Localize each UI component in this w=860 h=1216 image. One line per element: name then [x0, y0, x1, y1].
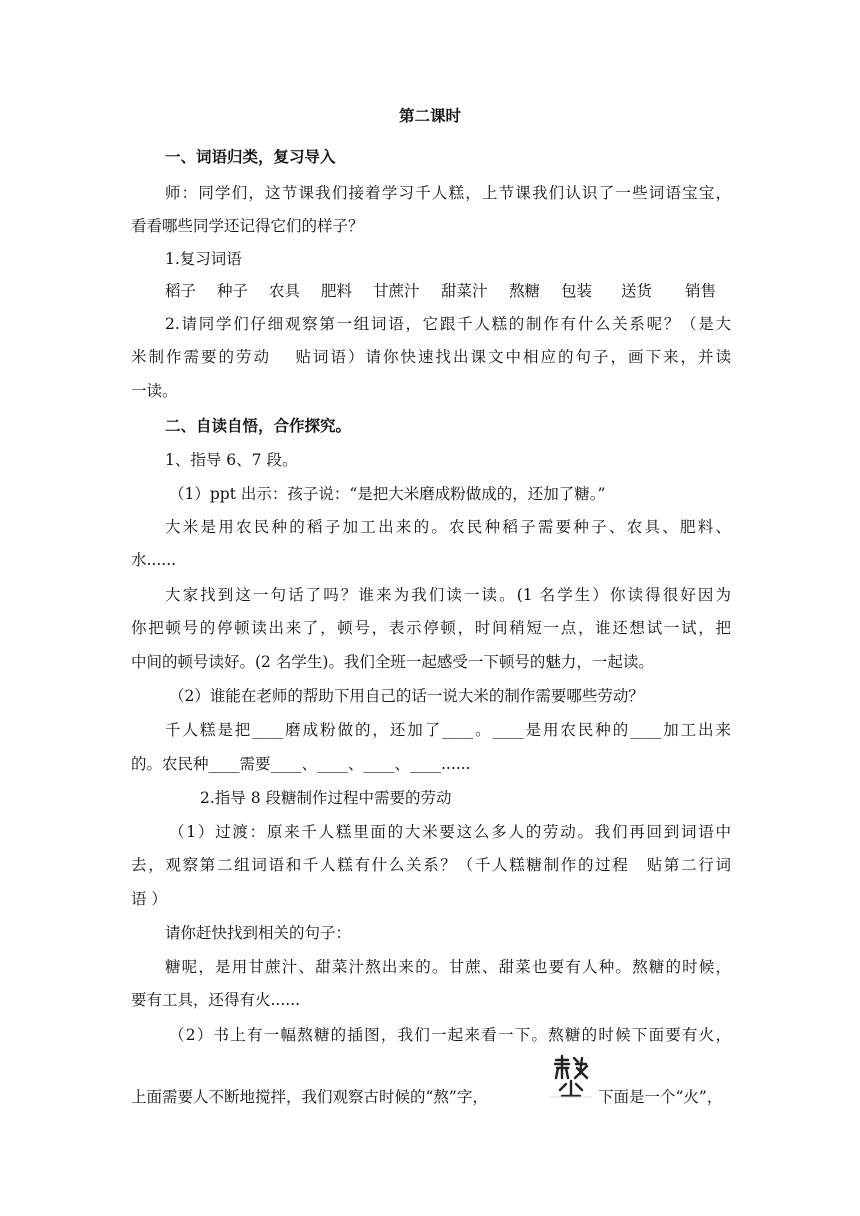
section1-heading: 一、词语归类，复习导入 [165, 148, 336, 166]
rice-line-2: 水...... [131, 551, 177, 569]
transition-line-2: 去，观察第二组词语和千人糕有什么关系？（千人糕糖制作的过程 贴第二行词 [131, 856, 731, 874]
review-word: 包装 [561, 282, 593, 300]
guide2-label: 2.指导 8 段糖制作过程中需要的劳动 [200, 789, 452, 807]
review-word: 稻子 [165, 282, 197, 300]
intro-line-1: 师：同学们，这节课我们接着学习千人糕，上节课我们认识了一些词语宝宝， [165, 184, 731, 202]
step1-label: 1.复习词语 [165, 250, 242, 268]
step2-line-3: 一读。 [131, 382, 178, 400]
review-word: 销售 [685, 282, 717, 300]
transition-line-1: （1）过渡：原来千人糕里面的大米要这么多人的劳动。我们再回到词语中 [169, 823, 731, 841]
ancient-ao-character-image [548, 1052, 594, 1098]
picture-line-1: （2）书上有一幅熬糖的插图，我们一起来看一下。熬糖的时候下面要有火， [169, 1026, 731, 1044]
review-word: 甜菜汁 [441, 282, 488, 300]
step2-line-2: 米制作需要的劳动 贴词语）请你快速找出课文中相应的句子，画下来，并读 [131, 348, 731, 366]
ppt-line: （1）ppt 出示：孩子说：“是把大米磨成粉做成的，还加了糖。” [169, 485, 606, 503]
review-word: 种子 [217, 282, 249, 300]
step2-line-1: 2.请同学们仔细观察第一组词语，它跟千人糕的制作有什么关系呢？（是大 [165, 315, 731, 333]
sugar-line-1: 糖呢，是用甘蔗汁、甜菜汁熬出来的。甘蔗、甜菜也要有人种。熬糖的时候， [165, 958, 731, 976]
picture-line-2-end: 下面是一个“火”， [598, 1088, 723, 1106]
review-word: 熬糖 [509, 282, 541, 300]
fill-blank-line-2: 的。农民种____需要____、____、____、____...... [131, 755, 471, 773]
page-title: 第二课时 [398, 107, 461, 125]
guide1-label: 1、指导 6、7 段。 [165, 451, 298, 469]
find-sentence-line: 请你赶快找到相关的句子： [165, 924, 352, 942]
section2-heading: 二、自读自悟，合作探究。 [165, 417, 352, 435]
read-line-1: 大家找到这一句话了吗？谁来为我们读一读。(1 名学生）你读得很好因为 [165, 586, 731, 604]
review-word: 送货 [621, 282, 653, 300]
rice-line-1: 大米是用农民种的稻子加工出来的。农民种稻子需要种子、农具、肥料、 [165, 518, 731, 536]
review-word: 甘蔗汁 [373, 282, 420, 300]
review-word: 肥料 [321, 282, 353, 300]
fill-blank-line-1: 千人糕是把____磨成粉做的，还加了____。____是用农民种的____加工出来 [165, 721, 731, 739]
review-word: 农具 [269, 282, 301, 300]
read-line-3: 中间的顿号读好。(2 名学生)。我们全班一起感受一下顿号的魅力，一起读。 [131, 653, 654, 671]
question2-line: （2）谁能在老师的帮助下用自己的话一说大米的制作需要哪些劳动？ [169, 687, 644, 705]
sugar-line-2: 要有工具，还得有火...... [131, 991, 301, 1009]
transition-line-3: 语 ） [131, 890, 167, 908]
picture-line-2-start: 上面需要人不断地搅拌，我们观察古时候的“熬”字， [131, 1088, 488, 1106]
intro-line-2: 看看哪些同学还记得它们的样子？ [131, 217, 364, 235]
read-line-2: 你把顿号的停顿读出来了，顿号，表示停顿，时间稍短一点，谁还想试一试，把 [131, 619, 731, 637]
